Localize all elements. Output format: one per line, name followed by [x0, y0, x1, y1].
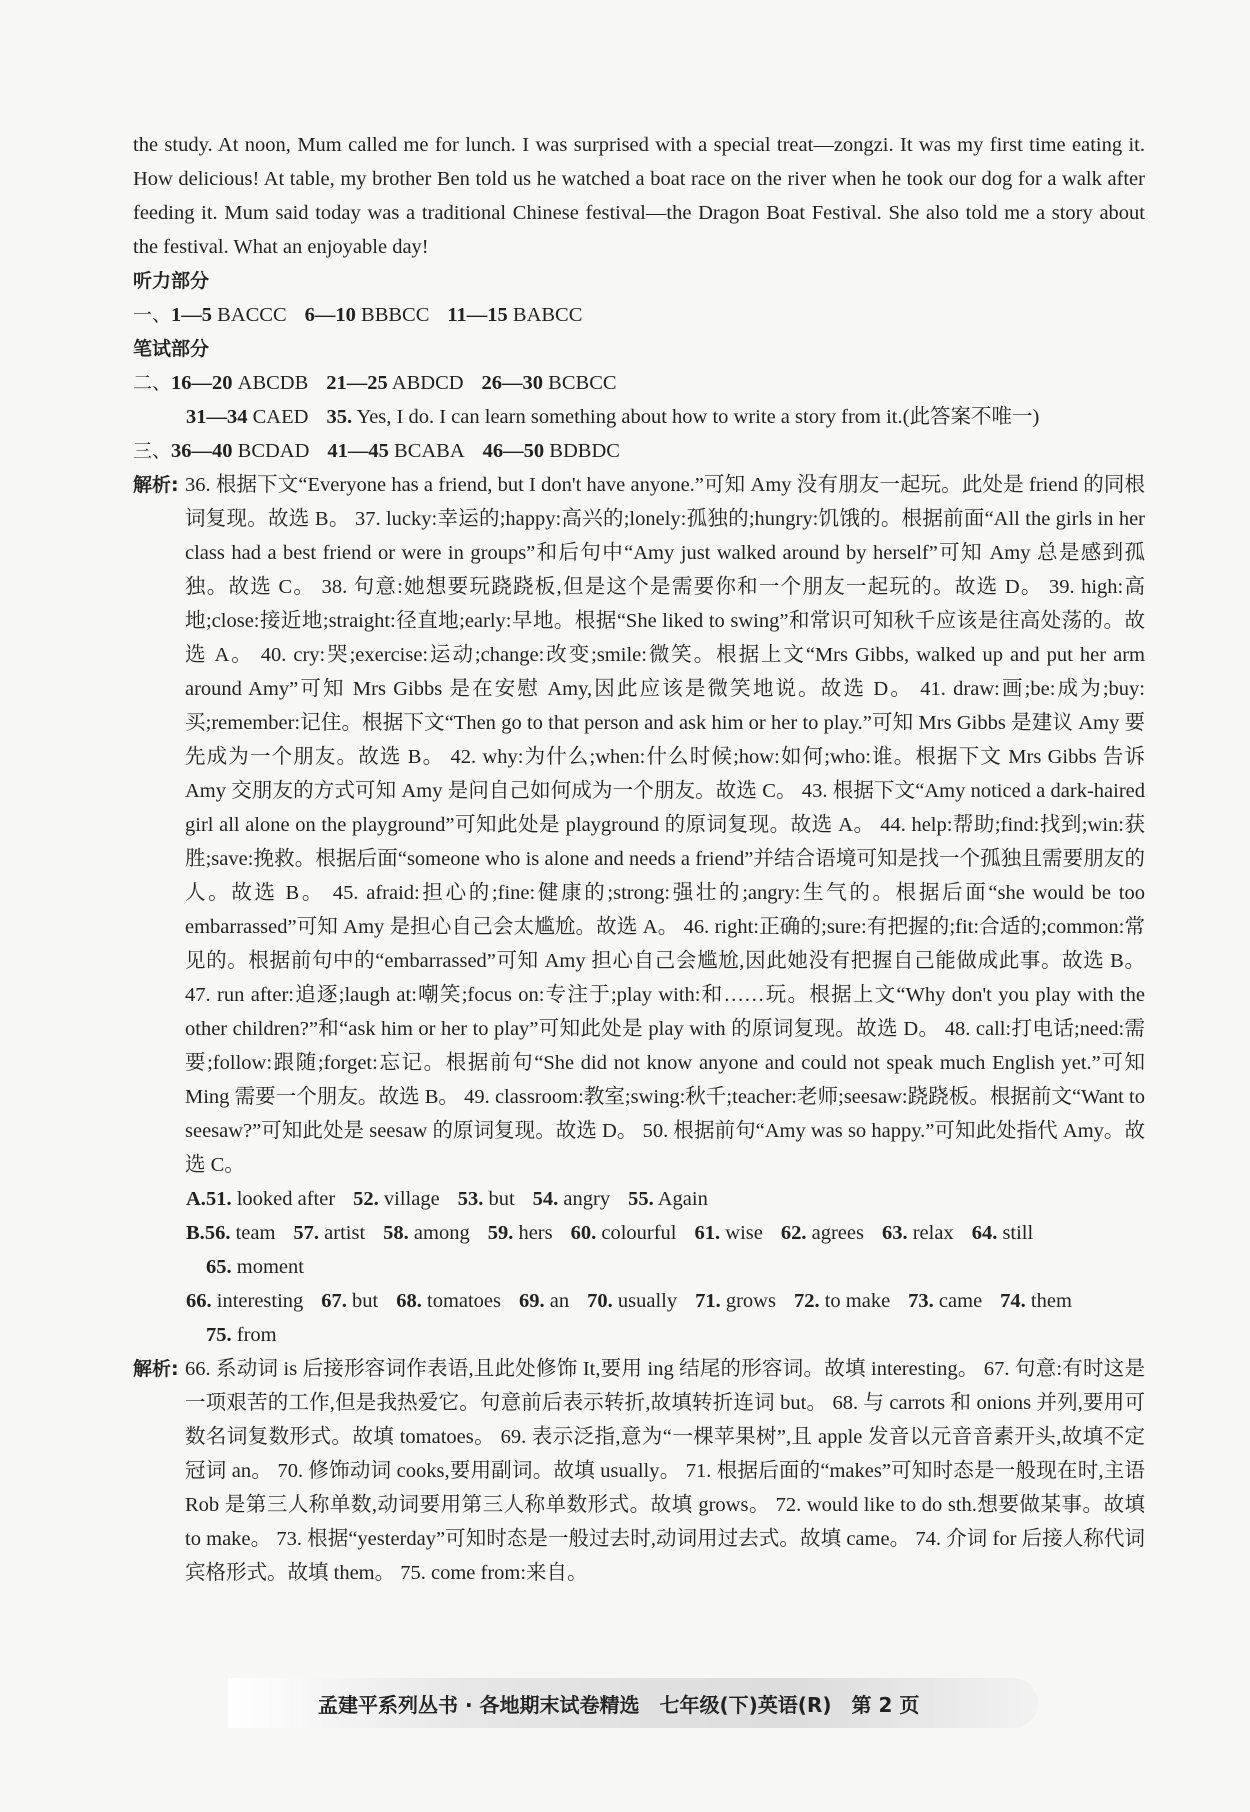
section-a-answers: A.51. looked after 52. village 53. but 54. angry 55. Again	[186, 1188, 708, 1210]
intro-paragraph: the study. At noon, Mum called me for lunch. I was surprised with a special treat—zongzi. It was my first time eating it. How delicious! At table, my brother Ben told us he watched a boat race on the river when he took our dog for a walk after feeding it. Mum said today was a traditional Chinese festival—the Dragon Boat Festival. She also told me a story about the festival. What an enjoyable day!	[133, 134, 1145, 258]
listening-answers: 一、1—5 BACCC 6—10 BBBCC 11—15 BABCC	[133, 304, 583, 326]
analysis-label: 解析:	[133, 1358, 179, 1380]
written-heading: 笔试部分	[133, 338, 210, 360]
section3-answers: 三、36—40 BCDAD 41—45 BCABA 46—50 BDBDC	[133, 440, 620, 462]
analysis-text: 36. 根据下文“Everyone has a friend, but I don't have anyone.”可知 Amy 没有朋友一起玩。此处是 friend 的同根词复现。故选 B。 37. lucky:幸运的;happy:高兴的;lonely:孤独的;hungry:饥饿的。根据前面“All the girls in her class had a best friend or were in groups”和后句中“Amy just walked around by herself”可知 Amy 总是感到孤独。故选 C。 38. 句意:她想要玩跷跷板,但是这个是需要你和一个朋友一起玩的。故选 D。 39. high:高地;close:接近地;straight:径直地;early:早地。根据“She liked to swing”和常识可知秋千应该是往高处荡的。故选 A。 40. cry:哭;exercise:运动;change:改变;smile:微笑。根据上文“Mrs Gibbs, walked up and put her arm around Amy”可知 Mrs Gibbs 是在安慰 Amy,因此应该是微笑地说。故选 D。 41. draw:画;be:成为;buy:买;remember:记住。根据下文“Then go to that person and ask him or her to play.”可知 Mrs Gibbs 是建议 Amy 要先成为一个朋友。故选 B。 42. why:为什么;when:什么时候;how:如何;who:谁。根据下文 Mrs Gibbs 告诉 Amy 交朋友的方式可知 Amy 是问自己如何成为一个朋友。故选 C。 43. 根据下文“Amy noticed a dark-haired girl all alone on the playground”可知此处是 playground 的原词复现。故选 A。 44. help:帮助;find:找到;win:获胜;save:挽救。根据后面“someone who is alone and needs a friend”并结合语境可知是找一个孤独且需要朋友的人。故选 B。 45. afraid:担心的;fine:健康的;strong:强壮的;angry:生气的。根据后面“she would be too embarrassed”可知 Amy 是担心自己会太尴尬。故选 A。 46. right:正确的;sure:有把握的;fit:合适的;common:常见的。根据前句中的“embarrassed”可知 Amy 担心自己会尴尬,因此她没有把握自己能做成此事。故选 B。 47. run after:追逐;laugh at:嘲笑;focus on:专注于;play with:和……玩。根据上文“Why don't you play with the other children?”和“ask him or her to play”可知此处是 play with 的原词复现。故选 D。 48. call:打电话;need:需要;follow:跟随;forget:忘记。根据前句“She did not know anyone and could not speak much English yet.”可知 Ming 需要一个朋友。故选 B。 49. classroom:教室;swing:秋千;teacher:老师;seesaw:跷跷板。根据前文“Want to seesaw?”可知此处是 seesaw 的原词复现。故选 D。 50. 根据前句“Amy was so happy.”可知此处指代 Amy。故选 C。	[185, 474, 1145, 1176]
section2-answers: 二、16—20 ABCDB 21—25 ABDCD 26—30 BCBCC	[133, 372, 617, 394]
section-b-answers-line2: 65. moment	[206, 1256, 304, 1278]
analysis-text: 66. 系动词 is 后接形容词作表语,且此处修饰 It,要用 ing 结尾的形容词。故填 interesting。 67. 句意:有时这是一项艰苦的工作,但是我热爱它。句意前后表示转折,故填转折连词 but。 68. 与 carrots 和 onions 并列,要用可数名词复数形式。故填 tomatoes。 69. 表示泛指,意为“一棵苹果树”,且 apple 发音以元音音素开头,故填不定冠词 an。 70. 修饰动词 cooks,要用副词。故填 usually。 71. 根据后面的“makes”可知时态是一般现在时,主语 Rob 是第三人称单数,动词要用第三人称单数形式。故填 grows。 72. would like to do sth.想要做某事。故填 to make。 73. 根据“yesterday”可知时态是一般过去时,动词用过去式。故填 came。 74. 介词 for 后接人称代词宾格形式。故填 them。 75. come from:来自。	[185, 1358, 1145, 1584]
analysis-66-75	[133, 1352, 1145, 1590]
section-66-answers: 66. interesting 67. but 68. tomatoes 69. an 70. usually 71. grows 72. to make 73. came 74. them	[186, 1290, 1072, 1312]
analysis-36-50	[133, 468, 1145, 1182]
analysis-label: 解析:	[133, 474, 179, 496]
section-66-answers-line2: 75. from	[206, 1324, 277, 1346]
listening-heading: 听力部分	[133, 270, 210, 292]
answer-content	[133, 128, 1145, 1590]
section2-answers-line2: 31—34 CAED 35. Yes, I do. I can learn something about how to write a story from it.(此答案不唯一)	[186, 406, 1040, 428]
section-b-answers: B.56. team 57. artist 58. among 59. hers 60. colourful 61. wise 62. agrees 63. relax 64. still	[186, 1222, 1034, 1244]
page-footer: 孟建平系列丛书 · 各地期末试卷精选 七年级(下)英语(R) 第 2 页	[228, 1678, 1038, 1728]
